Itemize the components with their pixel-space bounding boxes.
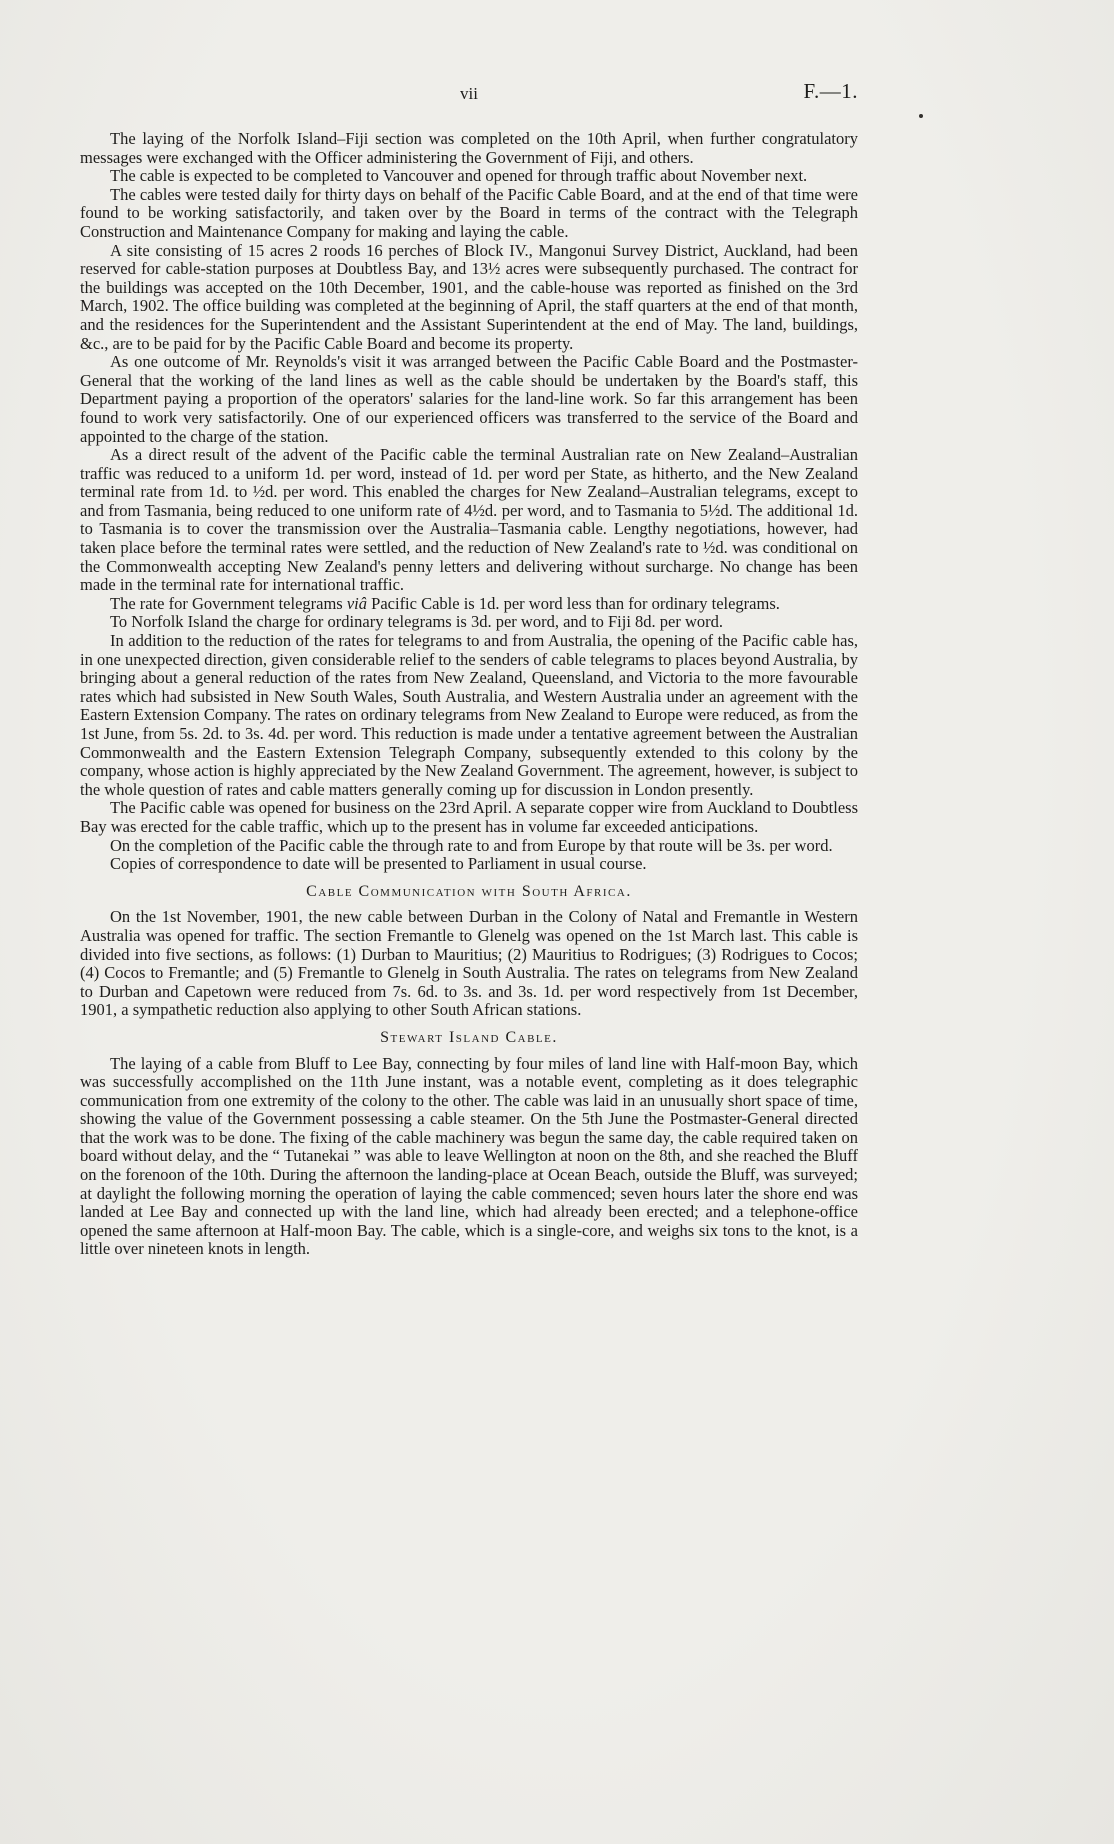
paragraph: As one outcome of Mr. Reynolds's visit it was arranged between the Pacific Cable Board and the Postmaster-General that the working of the land lines as well as the cable should be undertaken by the Board's staff, this Department paying a proportion of the operators' salaries for the land-line work. So far this arrangement has been found to work very satisfactorily. One of our experienced officers was transferred to the service of the Board and appointed to the charge of the station. — [80, 352, 858, 446]
paragraph: The cable is expected to be completed to Vancouver and opened for through traffic about November next. — [110, 166, 808, 186]
paragraph: The Pacific cable was opened for business on the 23rd April. A separate copper wire from Auckland to Doubtless Bay was erected for the cable traffic, which up to the present has in volume far exceeded anticipations. — [80, 798, 858, 836]
section-heading-stewart-island: Stewart Island Cable. — [380, 1028, 558, 1046]
ink-spot-artifact — [919, 114, 923, 118]
italic-term-via: viâ — [346, 593, 368, 613]
paragraph: Copies of correspondence to date will be presented to Parliament in usual course. — [110, 854, 647, 874]
paragraph-text: Pacific Cable is 1d. per word less than for ordinary telegrams. — [367, 593, 780, 613]
page-number: vii — [460, 84, 478, 103]
paragraph: As a direct result of the advent of the Pacific cable the terminal Australian rate on New Zealand–Australian traffic was reduced to a uniform 1d. per word, instead of 1d. per word per State, as hitherto, and the New Zealand terminal rate from 1d. to ½d. per word. This enabled the charges for New Zealand–Australian telegrams, except to and from Tasmania, being reduced to one uniform rate of 4½d. per word, and to Tasmania to 5½d. The additional 1d. to Tasmania is to cover the transmission over the Australia–Tasmania cable. Lengthy negotiations, however, had taken place before the terminal rates were settled, and the reduction of New Zealand's rate to ½d. was conditional on the Commonwealth accepting New Zealand's penny letters and delivering without surcharge. No change has been made in the terminal rate for international traffic. — [80, 445, 858, 595]
document-body — [80, 130, 858, 1259]
paragraph: A site consisting of 15 acres 2 roods 16 perches of Block IV., Mangonui Survey District, Auckland, had been reserved for cable-station purposes at Doubtless Bay, and 13½ acres were subsequently purchased. The contract for the buildings was accepted on the 10th December, 1901, and the cable-house was reported as finished on the 3rd March, 1902. The office building was completed at the beginning of April, the staff quarters at the end of that month, and the residences for the Superintendent and the Assistant Superintendent at the end of May. The land, buildings, &c., are to be paid for by the Pacific Cable Board and become its property. — [80, 240, 858, 353]
paragraph-text: The rate for Government telegrams — [110, 593, 347, 613]
paragraph: The cables were tested daily for thirty days on behalf of the Pacific Cable Board, and at the end of that time were found to be working satisfactorily, and taken over by the Board in terms of the contract with the Telegraph Construction and Maintenance Company for making and laying the cable. — [80, 184, 858, 241]
paragraph: To Norfolk Island the charge for ordinary telegrams is 3d. per word, and to Fiji 8d. per word. — [110, 612, 724, 632]
paragraph: On the completion of the Pacific cable the through rate to and from Europe by that route will be 3s. per word. — [110, 835, 833, 855]
paragraph: On the 1st November, 1901, the new cable between Durban in the Colony of Natal and Fremantle in Western Australia was opened for traffic. The section Fremantle to Glenelg was opened on the 1st March last. This cable is divided into five sections, as follows: (1) Durban to Mauritius; (2) Mauritius to Rodrigues; (3) Rodrigues to Cocos; (4) Cocos to Fremantle; and (5) Fremantle to Glenelg in South Australia. The rates on telegrams from New Zealand to Durban and Capetown were reduced from 7s. 6d. to 3s. and 3s. 1d. per word respectively from 1st December, 1901, a sympathetic reduction also applying to other South African stations. — [80, 907, 858, 1020]
paragraph — [80, 595, 858, 614]
document-reference: F.—1. — [803, 79, 858, 103]
page-header — [80, 79, 858, 110]
paragraph: The laying of the Norfolk Island–Fiji section was completed on the 10th April, when further congratulatory messages were exchanged with the Officer administering the Government of Fiji, and others. — [80, 129, 858, 167]
paragraph: The laying of a cable from Bluff to Lee Bay, connecting by four miles of land line with Half-moon Bay, which was successfully accomplished on the 11th June instant, was a notable event, completing as it does telegraphic communication from one extremity of the colony to the other. The cable was laid in an unusually short space of time, showing the value of the Government possessing a cable steamer. On the 5th June the Postmaster-General directed that the work was to be done. The fixing of the cable machinery was begun the same day, the cable required taken on board without delay, and the “ Tutanekai ” was able to leave Wellington at noon on the 8th, and she reached the Bluff on the forenoon of the 10th. During the afternoon the landing-place at Ocean Beach, outside the Bluff, was surveyed; at daylight the following morning the operation of laying the cable commenced; seven hours later the shore end was landed at Lee Bay and connected up with the land line, which had already been erected; and a telephone-office opened the same afternoon at Half-moon Bay. The cable, which is a single-core, and weighs six tons to the knot, is a little over nineteen knots in length. — [80, 1053, 858, 1259]
paragraph: In addition to the reduction of the rates for telegrams to and from Australia, the opening of the Pacific cable has, in one unexpected direction, given considerable relief to the senders of cable telegrams to places beyond Australia, by bringing about a general reduction of the rates from New Zealand, Queensland, and Victoria to the more favourable rates which had subsisted in New South Wales, South Australia, and Western Australia under an agreement with the Eastern Extension Company. The rates on ordinary telegrams from New Zealand to Europe were reduced, as from the 1st June, from 5s. 2d. to 3s. 4d. per word. This reduction is made under a tentative agreement between the Australian Commonwealth and the Eastern Extension Telegraph Company, subsequently extended to this colony by the company, whose action is highly appreciated by the New Zealand Government. The agreement, however, is subject to the whole question of rates and cable matters generally coming up for discussion in London presently. — [80, 631, 858, 799]
section-heading-south-africa: Cable Communication with South Africa. — [306, 882, 632, 900]
